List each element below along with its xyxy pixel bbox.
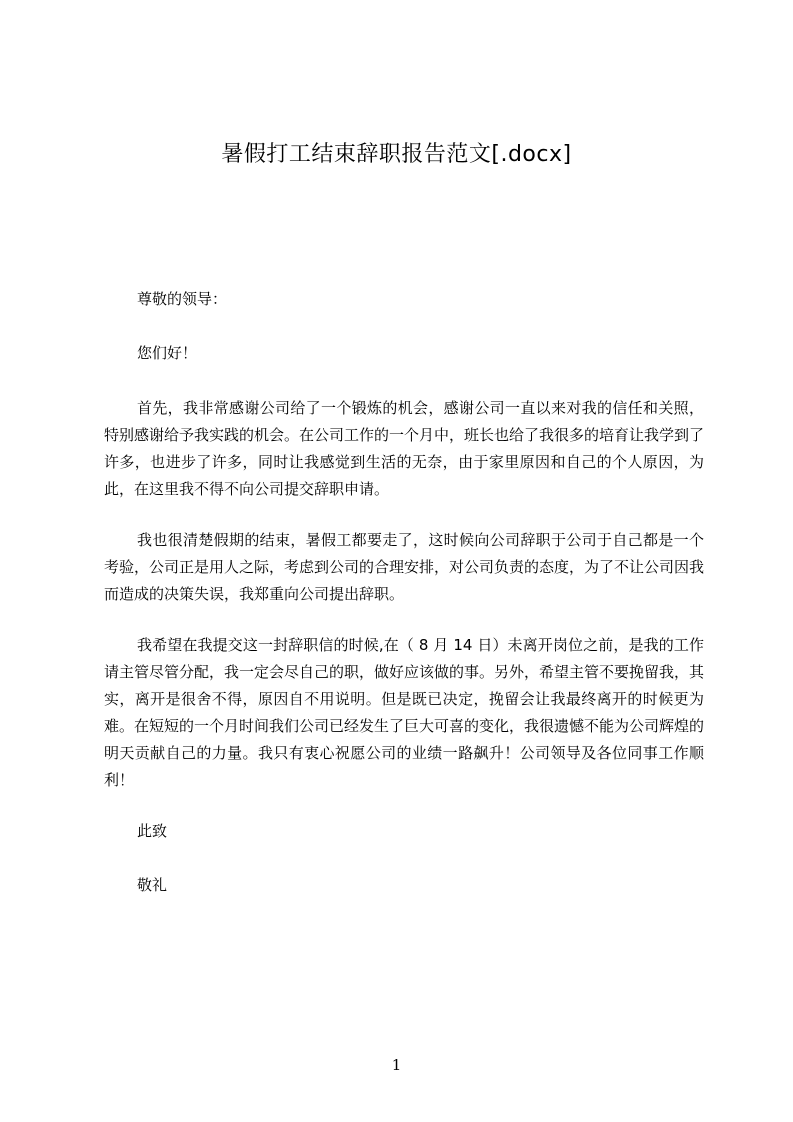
greeting: 您们好！	[137, 344, 198, 362]
salutation: 尊敬的领导：	[137, 290, 228, 308]
paragraph-3: 我希望在我提交这一封辞职信的时候,在（ 8 月 14 日）未离开岗位之前，是我的工作请主管尽管分配，我一定会尽自己的职，做好应该做的事。另外，希望主管不要挽留我，其实，离开是很舍不得，原因自不用说明。但是既已决定，挽留会让我最终离开的时候更为难。在短短的一个月时间我们公司已经发生了巨大可喜的变化，我很遗憾不能为公司辉煌的明天贡献自己的力量。我只有衷心祝愿公司的业绩一路飙升！公司领导及各位同事工作顺利！	[104, 636, 705, 789]
closing-line-1: 此致	[137, 822, 168, 840]
page-number: 1	[391, 1056, 402, 1074]
paragraph-2: 我也很清楚假期的结束，暑假工都要走了，这时候向公司辞职于公司于自己都是一个考验，公司正是用人之际，考虑到公司的合理安排，对公司负责的态度，为了不让公司因我而造成的决策失误，我郑重向公司提出辞职。	[104, 531, 705, 603]
paragraph-1: 首先，我非常感谢公司给了一个锻炼的机会，感谢公司一直以来对我的信任和关照，特别感谢给予我实践的机会。在公司工作的一个月中，班长也给了我很多的培育让我学到了许多，也进步了许多，同时让我感觉到生活的无奈，由于家里原因和自己的个人原因，为此，在这里我不得不向公司提交辞职申请。	[104, 399, 705, 498]
document-title: 暑假打工结束辞职报告范文[.docx]	[221, 142, 572, 167]
closing-line-2: 敬礼	[137, 876, 168, 894]
